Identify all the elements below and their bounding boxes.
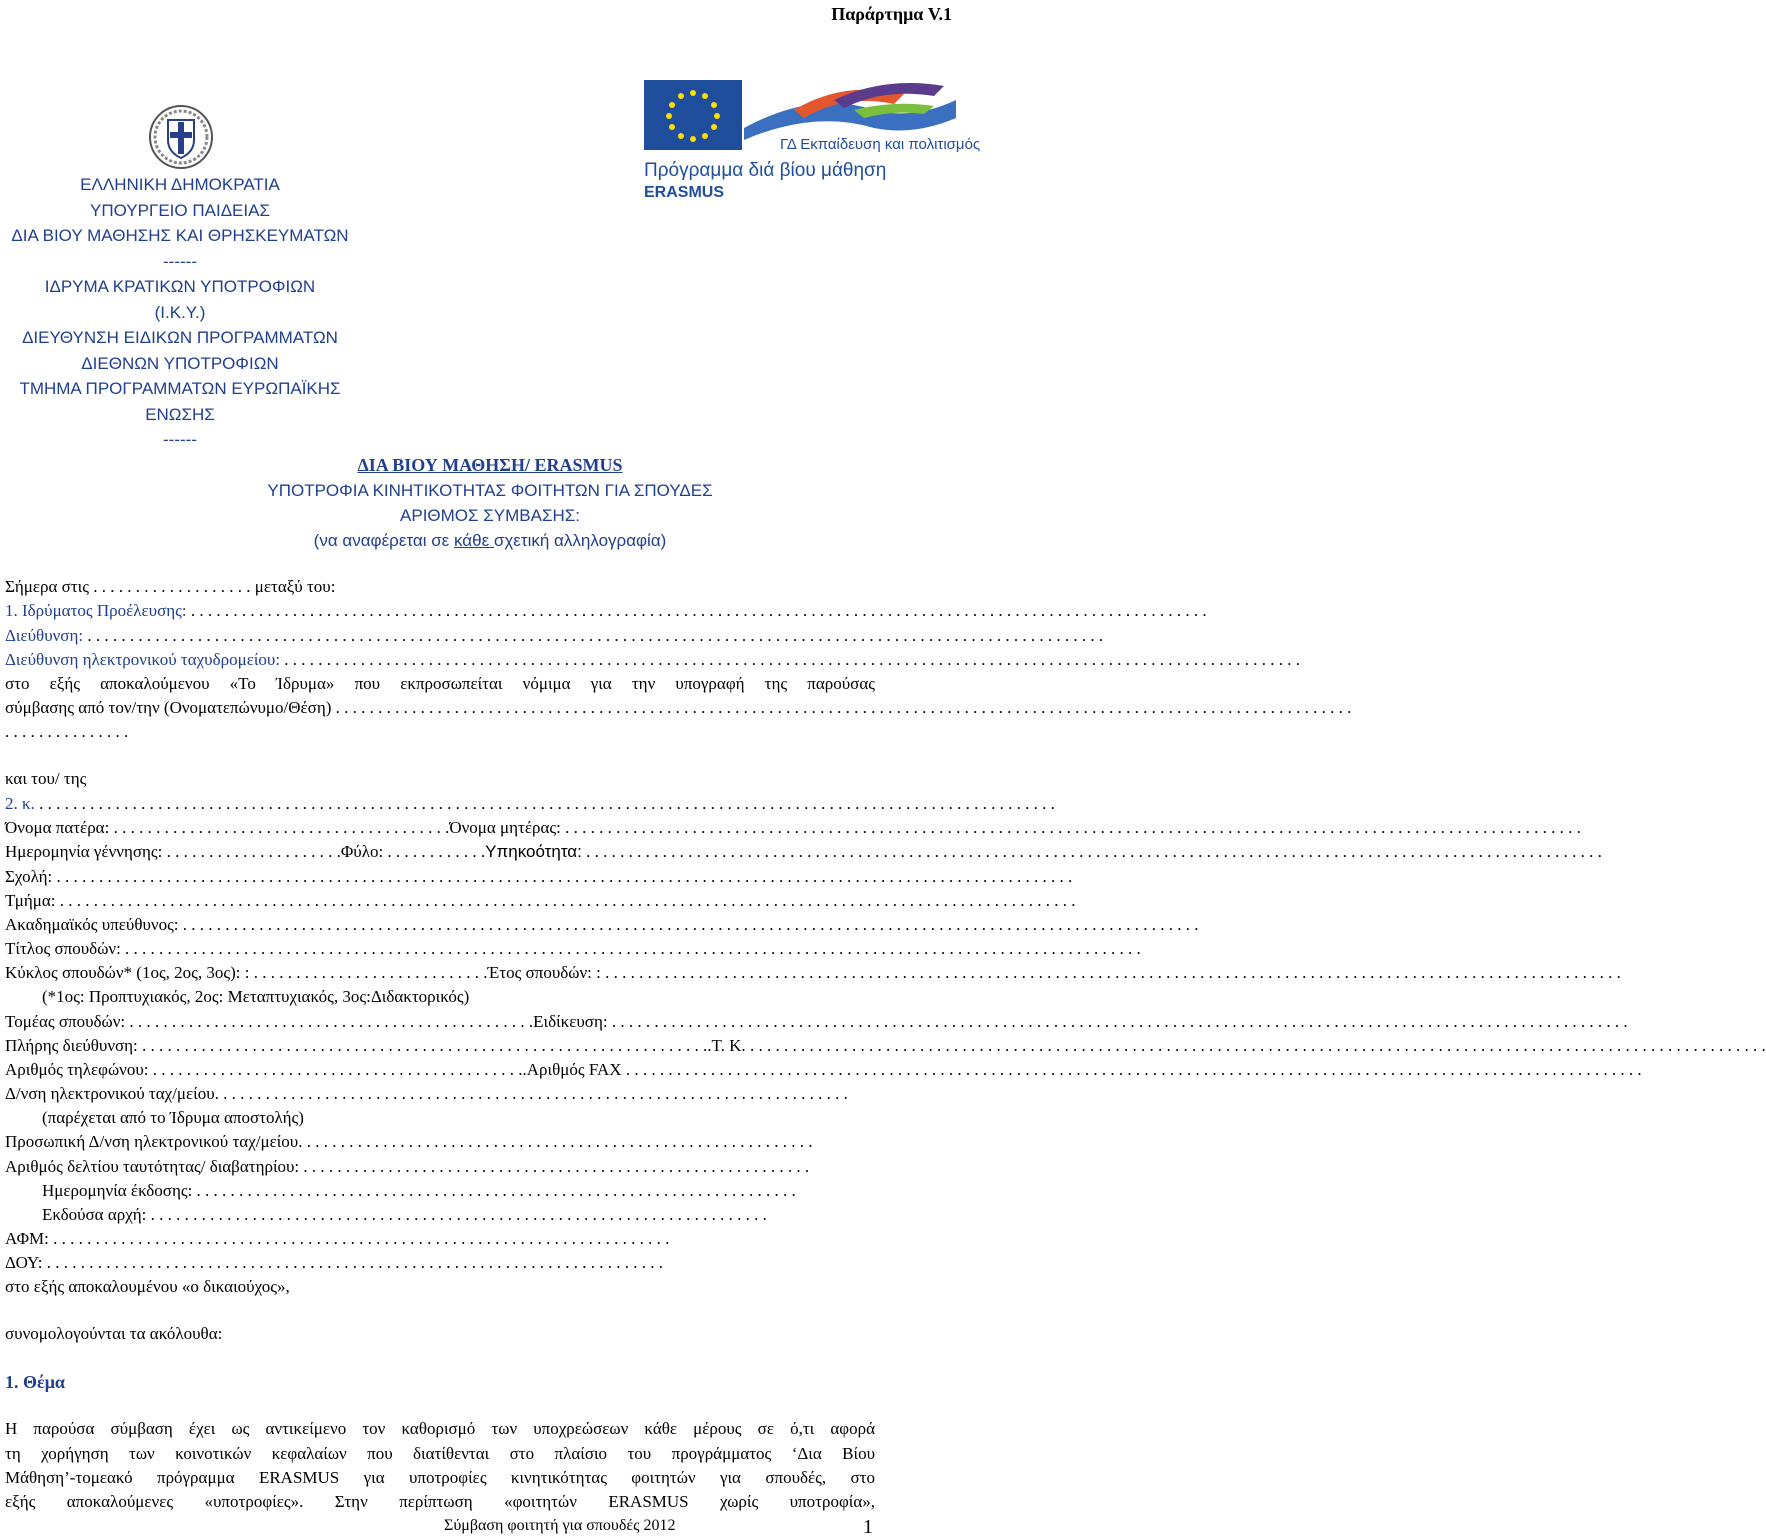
- fill-dots: . . . . . . . . . . . . . . . . . . . . . . . . . . . . . . . . . . . . . . . . . . . . . . . . . . . . . . . . . . . . . . . . . . . . . . . . . . . . . . . . . . . . . . . . . . . . . . . . . . . . . . . . . . . . . . . . . . . . . . . .: [745, 1036, 1766, 1055]
- fill-dots: . . . . . . . . . . . . . . . . . . . . . . . . . . . . . . . . . . . . . . . . . . . . . . . . . . . . . . . . . . . . . . . . . . . . . . . . . . . . . . . . . . . . . . . . . . . . . . . . . . . . . . . . . . . . . . . . . . . . . . . .: [560, 818, 1581, 837]
- cycle-line: [5, 963, 1621, 983]
- label: Σχολή:: [5, 867, 53, 886]
- fill-dots: . . . . . . . . . . . . . . . . . . . . . . . . . . . . . . . . . . . . . . . . . . . . . . . .: [125, 1012, 534, 1031]
- fill-dots: . . . . . . . . . . . . . . . . . . . . . . . . . . . . . . . . . . . . . . . . . . . . . . . . . . . . . . . . . . . . . . . . . . . . . . . . . . . . . . . . . . . . . . . . . . . . . . . . . . . . . . . . . . . . . . . . . . . . . . . .: [607, 1012, 1628, 1031]
- section-1-paragraph-line: τη χορήγηση των κοινοτικών κεφαλαίων που διατίθενται στο πλαίσιο του προγράμματος ‘Δια Βίου: [5, 1444, 875, 1463]
- heading-lll-erasmus: ΔΙΑ ΒΙΟΥ ΜΑΘΗΣΗ/ ERASMUS: [357, 455, 623, 475]
- ministry-header: [0, 172, 360, 453]
- fill-dots: . . . . . . . . . . . . . . . . . . . . . . . . . . . . . . . . . . . . . . . . . . . . . . . . . . . . . . . . . . . . . . . . . . . . . . . . . . . . . . . . . . . . . . . . . . . . . . . . . . . . . . . . . . . . . . . . . . . . . . . .: [621, 1060, 1642, 1079]
- note-part: σχετική αλληλογραφία): [493, 531, 667, 550]
- section-1-title: 1. Θέμα: [5, 1372, 65, 1392]
- provided-note: (παρέχεται από το Ίδρυμα αποστολής): [42, 1108, 304, 1127]
- label: Αριθμός δελτίου ταυτότητας/ διαβατηρίου:: [5, 1157, 300, 1176]
- dots-tail: . . . . . . . . . . . . . . .: [5, 722, 129, 741]
- label: σύμβασης από τον/την (Ονοματεπώνυμο/Θέση): [5, 698, 332, 717]
- label: ΔΟΥ:: [5, 1253, 43, 1272]
- personal-email-line: [5, 1132, 875, 1152]
- fill-dots: . . . . . . . . . . . . . . . . . . . . . . . . . . . . . . . . . . . . . . . . . . . .: [148, 1060, 523, 1079]
- note-part-underlined: κάθε: [454, 531, 494, 550]
- phone-line: [5, 1060, 1642, 1080]
- label: Όνομα μητέρας:: [449, 818, 561, 837]
- label: Δ/νση ηλεκτρονικού ταχ/μείου.: [5, 1084, 219, 1103]
- cycle-note: (*1ος: Προπτυχιακός, 2ος: Μεταπτυχιακός, 3ος:Διδακτορικός): [42, 987, 470, 1006]
- fill-dots: . . . . . . . . . . . .: [383, 842, 486, 861]
- label: Κύκλος σπουδών* (1ος, 2ος, 3ος): :: [5, 963, 250, 982]
- label: Διεύθυνση:: [5, 626, 84, 645]
- greek-coat-of-arms-icon: [148, 104, 214, 175]
- label: Υπηκοότητα:: [485, 842, 582, 861]
- school-line: [5, 867, 1073, 887]
- fill-dots: . . . . . . . . . . . . . . . . . . . . . . . . . . . . . . . . . . . . . . . . . . . . . . . . . . . . . . . . . . . . . . . . . . . . . . . . . . . . . . . . . . . . . . . . . . . . . . . . . . . . . . . . . . . . . . . . . . . . . . . .: [186, 601, 1207, 620]
- ministry-line: ΙΔΡΥΜΑ ΚΡΑΤΙΚΩΝ ΥΠΟΤΡΟΦΙΩΝ: [44, 277, 316, 296]
- and-line: και του/ της: [5, 769, 87, 788]
- section-1-paragraph-line: Η παρούσα σύμβαση έχει ως αντικείμενο τον καθορισμό των υποχρεώσεων κάθε μέρους σε ό,τι αφορά: [5, 1419, 875, 1438]
- note-part: (να αναφέρεται σε: [313, 531, 454, 550]
- birth-line: [5, 842, 1602, 862]
- ministry-line: ΔΙΑ ΒΙΟΥ ΜΑΘΗΣΗΣ ΚΑΙ ΘΡΗΣΚΕΥΜΑΤΩΝ: [11, 226, 349, 245]
- label: Αριθμός τηλεφώνου:: [5, 1060, 149, 1079]
- academic-line: [5, 915, 1199, 935]
- parents-line: [5, 818, 1581, 838]
- ministry-line: ΕΝΩΣΗΣ: [145, 404, 215, 424]
- eu-erasmus-logo: [644, 80, 981, 210]
- id-line: [5, 1157, 875, 1177]
- section-1-paragraph-line: Μάθηση’-τομεακό πρόγραμμα ERASMUS για υποτροφίες κινητικότητας φοιτητών για σπουδές, στο: [5, 1468, 875, 1487]
- heading-mobility-grant: ΥΠΟΤΡΟΦΙΑ ΚΙΝΗΤΙΚΟΤΗΤΑΣ ΦΟΙΤΗΤΩΝ ΓΙΑ ΣΠΟΥΔΕΣ: [267, 481, 713, 500]
- origin-institution-line: [5, 601, 1207, 621]
- fill-dots: . . . . . . . . . . . . . . . . . . . . . . . . . . . . . . . . . . . . . . . . . . . . . . . . . . . . . . . . . . . . . . . . . . . . . . . . . . . . . . . . . . . . . . . . . . . . . . . . . . . . . . . . . . . . . . . . . . . . . . . .: [120, 939, 1141, 958]
- label: Πλήρης διεύθυνση:: [5, 1036, 138, 1055]
- fill-dots: . . . . . . . . . . . . . . . . . . . . . . . . . . . . . . . . . . . . . . . .: [109, 818, 450, 837]
- represented-line: στο εξής αποκαλούμενου «Το Ίδρυμα» που εκπροσωπείται νόμιμα για την υπογραφή της παρούσας: [5, 674, 875, 693]
- annex-label: Παράρτημα V.1: [831, 4, 952, 24]
- dg-title: ΓΔ Εκπαίδευση και πολιτισμός: [780, 136, 981, 153]
- issue-date-line: [42, 1181, 842, 1201]
- fill-dots: . . . . . . . . . . . . . . . . . . . . . . . . . . . . . . . . . . . . . . . . . . . . . . . . . . . . . . . . . . . .: [302, 1132, 813, 1151]
- fill-dots: . . . . . . . . . . . . . . . . . . . . . . . . . . . . . . . . . . . . . . . . . . . . . . . . . . . . . . . . . . . . . . . . . . . . . . . . .: [146, 1205, 767, 1224]
- label: Τμήμα:: [5, 891, 56, 910]
- ministry-line: ΥΠΟΥΡΓΕΙΟ ΠΑΙΔΕΙΑΣ: [90, 200, 270, 220]
- label: Φύλο:: [340, 842, 384, 861]
- today-line: Σήμερα στις . . . . . . . . . . . . . . . . . . . μεταξύ του:: [5, 577, 336, 596]
- fill-dots: . . . . . . . . . . . . . . . . . . . . . . . . . . . . . . . . . . . . . . . . . . . . . . . . . . . . . . . . . . . . . . . . . . . . . . . . .: [48, 1229, 670, 1248]
- label: ΑΦΜ:: [5, 1229, 49, 1248]
- fill-dots: . . . . . . . . . . . . . . . . . . . . . . . . . . . . . . . . . . . . . . . . . . . . . . . . . . . . . . . . . . . . . . . . . . . . . . . . . . . . . . . . . . . . . . . . . . . . . . . . . . . . . . . . . . . . . . . . . . . . . . . .: [581, 842, 1602, 861]
- label: Ημερομηνία γέννησης:: [5, 842, 163, 861]
- ministry-line: ΔΙΕΘΝΩΝ ΥΠΟΤΡΟΦΙΩΝ: [81, 353, 279, 373]
- label: Έτος σπουδών: :: [487, 963, 601, 982]
- heading-contract-number: ΑΡΙΘΜΟΣ ΣΥΜΒΑΣΗΣ:: [400, 506, 580, 525]
- program-title: Πρόγραμμα διά βίου μάθηση: [644, 160, 887, 181]
- ministry-line: (Ι.Κ.Υ.): [154, 302, 206, 322]
- label: .Τ. Κ.: [707, 1036, 746, 1055]
- fill-dots: . . . . . . . . . . . . . . . . . . . . . . . . . . . . . . . . . . . . . . . . . . . . . . . . . . . . . . . . . . . . . . . . . . . . . . . . . . . . . . . . . . . . . . . . . . . . . . . . . . . . . . . . . . . . . . . . . . . . . . . .: [83, 626, 1104, 645]
- authority-line: [42, 1205, 842, 1225]
- ministry-line: ΕΛΛΗΝΙΚΗ ΔΗΜΟΚΡΑΤΙΑ: [80, 175, 280, 194]
- ministry-line: ΤΜΗΜΑ ΠΡΟΓΡΑΜΜΑΤΩΝ ΕΥΡΩΠΑΪΚΗΣ: [19, 379, 341, 398]
- label: 2. κ.: [5, 794, 35, 813]
- section-1-paragraph-line: εξής αποκαλούμενες «υποτροφίες». Στην περίπτωση «φοιτητών ERASMUS χωρίς υποτροφία»,: [5, 1492, 875, 1511]
- department-line: [5, 891, 1076, 911]
- fill-dots: . . . . . . . . . . . . . . . . . . . . . . . . . . . . . . . . . . . . . . . . . . . . . . . . . . . . . . . . . . . . . . . . . . . . . . . . . . . . . . . . . . . . . . . . . . . . . . . . . . . . . . . . . . . . . . . . . . . . . . . .: [600, 963, 1621, 982]
- degree-line: [5, 939, 1141, 959]
- ministry-line: ------: [163, 430, 197, 449]
- label: Τομέας σπουδών:: [5, 1012, 126, 1031]
- heading-reference-note: [180, 531, 800, 551]
- address-line: [5, 626, 1104, 646]
- fill-dots: . . . . . . . . . . . . . . . . . . . . . . . . . . . . . . . . . . . . . . . . . . . . . . . . . . . . . . . . . . . . . . . . . . . . . . . . . . . . . . . . . . . . . . . . . . . . . . . . . . . . . . . . . . . . . . . . . . . . . . . .: [34, 794, 1055, 813]
- fill-dots: . . . . . . . . . . . . . . . . . . . . . . . . . . . . . . . . . . . . . . . . . . . . . . . . . . . . . . . . . . . . . . . . . . . . . . . . . . . . . . . . . . . . . . . . . . . . . . . . . . . . . . . . . . . . . . . . . . . . . . . .: [178, 915, 1199, 934]
- doy-line: [5, 1253, 875, 1273]
- label: Ημερομηνία έκδοσης:: [42, 1181, 193, 1200]
- label: 1. Ιδρύματος Προέλευσης:: [5, 601, 187, 620]
- fill-dots: . . . . . . . . . . . . . . . . . . . . . . . . . . . . . . . . . . . . . . . . . . . . . . . . . . . . . . . . . . . .: [299, 1157, 810, 1176]
- afm-line: [5, 1229, 875, 1249]
- label: Προσωπική Δ/νση ηλεκτρονικού ταχ/μείου.: [5, 1132, 303, 1151]
- fill-dots: . . . . . . . . . . . . . . . . . . . . . . . . . . . . . . . . . . . . . . . . . . . . . . . . . . . . . . . . . . . . . . . . . . .: [137, 1036, 708, 1055]
- field-line: [5, 1012, 1628, 1032]
- footer-text: Σύμβαση φοιτητή για σπουδές 2012: [444, 1517, 676, 1534]
- label: Τίτλος σπουδών:: [5, 939, 121, 958]
- beneficiary-line: στο εξής αποκαλουμένου «ο δικαιούχος»,: [5, 1277, 290, 1296]
- fill-dots: . . . . . . . . . . . . . . . . . . . . . . . . . . . . . . . . . . . . . . . . . . . . . . . . . . . . . . . . . . . . . . . . . . . . . . . . . . . . . . . . . . . . . . . . . . . . . . . . . . . . . . . . . . . . . . . . . . . . . . . .: [52, 867, 1073, 886]
- label: Εκδούσα αρχή:: [42, 1205, 147, 1224]
- fill-dots: . . . . . . . . . . . . . . . . . . . . . . . . . . . . . . . . . . . . . . . . . . . . . . . . . . . . . . . . . . . . . . . . . . . . . . .: [192, 1181, 796, 1200]
- inst-email-line: [5, 1084, 875, 1104]
- email-line: [5, 650, 1301, 670]
- label: Όνομα πατέρα:: [5, 818, 110, 837]
- contract-of-line: [5, 698, 1352, 718]
- fill-dots: . . . . . . . . . . . . . . . . . . . . . . . . . . . . . . . . . . . . . . . . . . . . . . . . . . . . . . . . . . . . . . . . . . . . . . . . .: [42, 1253, 664, 1272]
- erasmus-label: ERASMUS: [644, 184, 725, 201]
- label: Ειδίκευση:: [533, 1012, 608, 1031]
- fill-dots: . . . . . . . . . . . . . . . . . . . . . . . . . . . . . . . . . . . . . . . . . . . . . . . . . . . . . . . . . . . . . . . . . . . . . . . . . . . . . . . . . . . . . . . . . . . . . . . . . . . . . . . . . . . . . . . . . . . . . . . .: [331, 698, 1352, 717]
- full-address-line: [5, 1036, 1766, 1056]
- label: .Αριθμός FAX: [522, 1060, 622, 1079]
- agree-line: συνομολογούνται τα ακόλουθα:: [5, 1324, 223, 1343]
- fill-dots: . . . . . . . . . . . . . . . . . . . . . . . . . . . . . . . . . . . . . . . . . . . . . . . . . . . . . . . . . . . . . . . . . . . . . . . . . .: [218, 1084, 848, 1103]
- fill-dots: . . . . . . . . . . . . . . . . . . . . .: [162, 842, 341, 861]
- ministry-line: ------: [163, 251, 197, 271]
- fill-dots: . . . . . . . . . . . . . . . . . . . . . . . . . . . .: [249, 963, 488, 982]
- fill-dots: . . . . . . . . . . . . . . . . . . . . . . . . . . . . . . . . . . . . . . . . . . . . . . . . . . . . . . . . . . . . . . . . . . . . . . . . . . . . . . . . . . . . . . . . . . . . . . . . . . . . . . . . . . . . . . . . . . . . . . . .: [55, 891, 1076, 910]
- label: Διεύθυνση ηλεκτρονικού ταχυδρομείου:: [5, 650, 281, 669]
- mr-line: [5, 794, 1055, 814]
- page-number: 1: [863, 1516, 873, 1538]
- fill-dots: . . . . . . . . . . . . . . . . . . . . . . . . . . . . . . . . . . . . . . . . . . . . . . . . . . . . . . . . . . . . . . . . . . . . . . . . . . . . . . . . . . . . . . . . . . . . . . . . . . . . . . . . . . . . . . . . . . . . . . . .: [280, 650, 1301, 669]
- ministry-line: ΔΙΕΥΘΥΝΣΗ ΕΙΔΙΚΩΝ ΠΡΟΓΡΑΜΜΑΤΩΝ: [22, 328, 338, 347]
- label: Ακαδημαϊκός υπεύθυνος:: [5, 915, 179, 934]
